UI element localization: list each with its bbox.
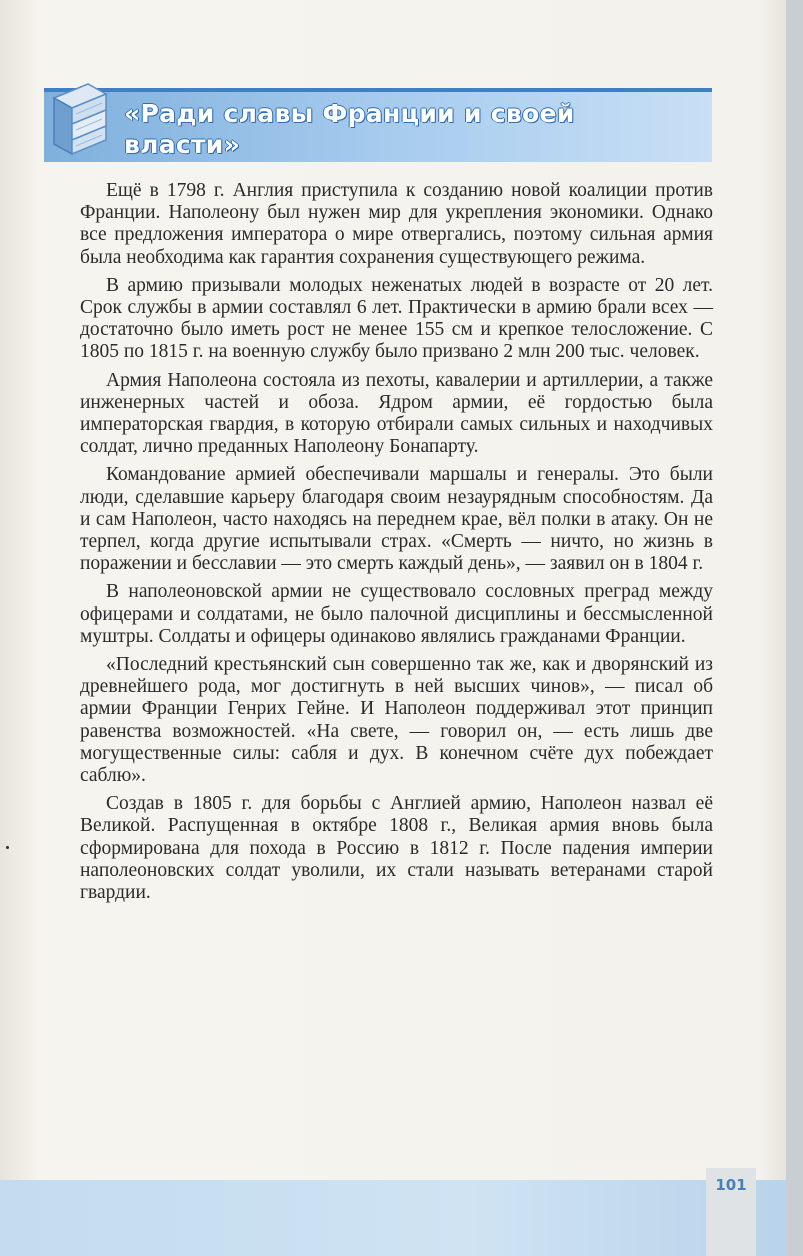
- paragraph: «Последний крестьянский сын совершенно так же, как и дворянский из древнейшего рода, мог достигнуть в ней высших чинов», — писал об армии Франции Генрих Гейне. И Наполеон поддерживал этот принцип равенства возможностей. «На свете, — говорил он, — есть лишь две могущественные силы: сабля и дух. В конечном счёте дух побеждает саблю».: [80, 654, 713, 787]
- paragraph: Ещё в 1798 г. Англия приступила к созданию новой коалиции против Франции. Наполеону был нужен мир для укрепления экономики. Однако все предложения императора о мире отвергались, поэтому сильная армия была необходима как гарантия сохранения существующего режима.: [80, 180, 713, 268]
- page-edge-strip: [786, 0, 803, 1256]
- section-header-rule: [44, 88, 712, 92]
- paragraph: Командование армией обеспечивали маршалы и генералы. Это были люди, сделавшие карьеру благодаря своим незаурядным способностям. Да и сам Наполеон, часто находясь на переднем крае, вёл полки в атаку. Он не терпел, когда другие испытывали страх. «Смерть — ничто, но жизнь в поражении и бесславии — это смерть каждый день», — заявил он в 1804 г.: [80, 464, 713, 575]
- paragraph: В наполеоновской армии не существовало сословных преград между офицерами и солдатами, не было палочной дисциплины и бессмысленной муштры. Солдаты и офицеры одинаково являлись гражданами Франции.: [80, 581, 713, 647]
- books-stack-icon: [48, 76, 110, 156]
- margin-mark: [6, 846, 9, 849]
- paragraph: В армию призывали молодых неженатых людей в возрасте от 20 лет. Срок службы в армии составлял 6 лет. Практически в армию брали всех — достаточно было иметь рост не менее 155 см и крепкое телосложение. С 1805 по 1815 г. на военную службу было призвано 2 млн 200 тыс. человек.: [80, 274, 713, 363]
- section-title: «Ради славы Франции и своей власти»: [124, 99, 575, 159]
- paragraph: Создав в 1805 г. для борьбы с Англией армию, Наполеон назвал её Великой. Распущенная в октябре 1808 г., Великая армия вновь была сформирована для похода в Россию в 1812 г. После падения империи наполеоновских солдат уволили, их стали называть ветеранами старой гвардии.: [80, 793, 713, 904]
- paragraph: Армия Наполеона состояла из пехоты, кавалерии и артиллерии, а также инженерных частей и обоза. Ядром армии, её гордостью была императорская гвардия, в которую отбирали самых сильных и находчивых солдат, лично преданных Наполеону Бонапарту.: [80, 369, 713, 458]
- body-text: [80, 180, 713, 904]
- page-number: 101: [715, 1176, 747, 1194]
- footer-band: [0, 1180, 786, 1256]
